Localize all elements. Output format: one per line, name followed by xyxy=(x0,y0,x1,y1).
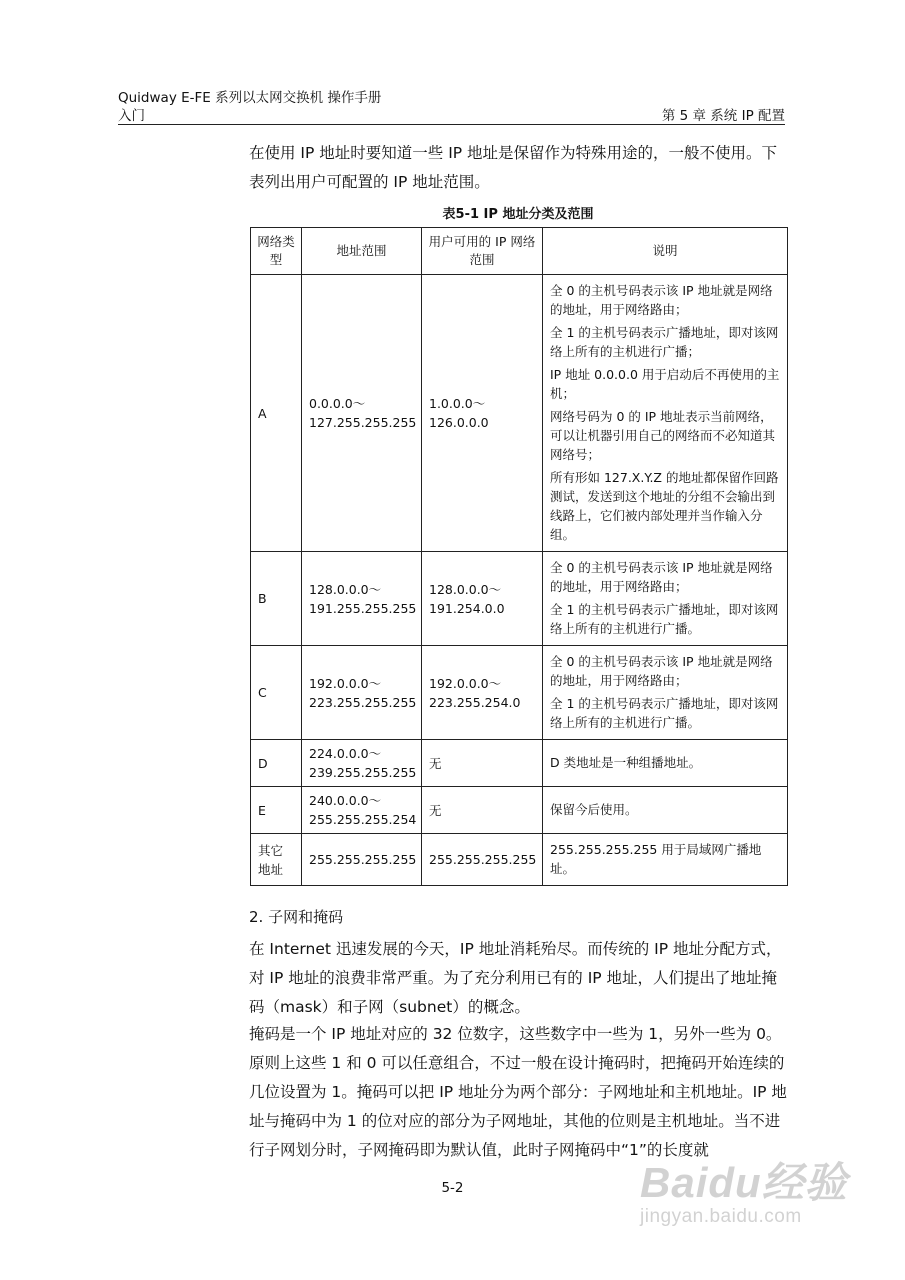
cell-usable: 无 xyxy=(422,787,543,834)
description-line: 全 0 的主机号码表示该 IP 地址就是网络的地址，用于网络路由； xyxy=(550,283,773,317)
table-row xyxy=(251,834,788,886)
cell-usable: 255.255.255.255 xyxy=(422,834,543,886)
header-line xyxy=(118,104,785,124)
description-line: IP 地址 0.0.0.0 用于启动后不再使用的主机； xyxy=(550,367,780,401)
intro-paragraph: 在使用 IP 地址时要知道一些 IP 地址是保留作为特殊用途的，一般不使用。下表列出用户可配置的 IP 地址范围。 xyxy=(249,144,778,191)
cell-type: A xyxy=(251,275,302,552)
header-address-range: 地址范围 xyxy=(302,228,422,275)
table-row xyxy=(251,787,788,834)
description-line: 全 0 的主机号码表示该 IP 地址就是网络的地址，用于网络路由； xyxy=(550,560,773,594)
cell-description xyxy=(543,787,788,834)
description-line: 全 1 的主机号码表示广播地址，即对该网络上所有的主机进行广播。 xyxy=(550,602,779,636)
cell-usable: 192.0.0.0～223.255.254.0 xyxy=(422,646,543,740)
cell-usable: 128.0.0.0～191.254.0.0 xyxy=(422,552,543,646)
description-line: 全 1 的主机号码表示广播地址，即对该网络上所有的主机进行广播； xyxy=(550,325,779,359)
cell-description xyxy=(543,275,788,552)
cell-type: E xyxy=(251,787,302,834)
description-line: 所有形如 127.X.Y.Z 的地址都保留作回路测试，发送到这个地址的分组不会输出到线路上，它们被内部处理并当作输入分组。 xyxy=(550,470,779,542)
chapter-title: 第 5 章 系统 IP 配置 xyxy=(661,108,785,124)
page-number: 5-2 xyxy=(441,1180,464,1196)
ip-address-table xyxy=(250,227,788,886)
table-caption: 表5-1 IP 地址分类及范围 xyxy=(442,207,594,222)
cell-type: 其它地址 xyxy=(251,834,302,886)
description-line: 255.255.255.255 用于局域网广播地址。 xyxy=(550,842,762,876)
description-line: 网络号码为 0 的 IP 地址表示当前网络，可以让机器引用自己的网络而不必知道其网络号； xyxy=(550,409,776,462)
body-paragraph: 掩码是一个 IP 地址对应的 32 位数字，这些数字中一些为 1，另外一些为 0。原则上这些 1 和 0 可以任意组合，不过一般在设计掩码时，把掩码开始连续的几位设置为 1。掩码可以把 IP 地址分为两个部分：子网地址和主机地址。IP 地址与掩码中为 1 的位对应的部分为子网地址，其他的位则是主机地址。当不进行子网划分时，子网掩码即为默认值，此时子网掩码中“1”的长度就 xyxy=(249,1025,787,1159)
description-line: D 类地址是一种组播地址。 xyxy=(550,755,702,770)
cell-range: 192.0.0.0～223.255.255.255 xyxy=(302,646,422,740)
cell-usable: 1.0.0.0～126.0.0.0 xyxy=(422,275,543,552)
cell-range: 0.0.0.0～127.255.255.255 xyxy=(302,275,422,552)
section-label: 入门 xyxy=(118,108,145,124)
cell-usable: 无 xyxy=(422,740,543,787)
table-row xyxy=(251,740,788,787)
description-line: 保留今后使用。 xyxy=(550,802,638,817)
manual-title: Quidway E-FE 系列以太网交换机 操作手册 xyxy=(118,90,382,106)
header-network-type: 网络类型 xyxy=(251,228,302,275)
cell-range: 224.0.0.0～239.255.255.255 xyxy=(302,740,422,787)
table-row xyxy=(251,552,788,646)
body-paragraph: 在 Internet 迅速发展的今天，IP 地址消耗殆尽。而传统的 IP 地址分配方式，对 IP 地址的浪费非常严重。为了充分利用已有的 IP 地址，人们提出了地址掩码（mask）和子网（subnet）的概念。 xyxy=(249,940,782,1016)
cell-type: C xyxy=(251,646,302,740)
header-usable-range: 用户可用的 IP 网络范围 xyxy=(422,228,543,275)
cell-description xyxy=(543,740,788,787)
cell-description xyxy=(543,552,788,646)
table-header-row xyxy=(251,228,788,275)
watermark xyxy=(640,1150,848,1228)
baidu-logo: Baidu经验 xyxy=(640,1159,848,1206)
section-title: 2. 子网和掩码 xyxy=(249,908,344,926)
cell-description xyxy=(543,834,788,886)
header-description: 说明 xyxy=(543,228,788,275)
cell-range: 255.255.255.255 xyxy=(302,834,422,886)
cell-range: 128.0.0.0～191.255.255.255 xyxy=(302,552,422,646)
cell-type: D xyxy=(251,740,302,787)
table-row xyxy=(251,275,788,552)
cell-type: B xyxy=(251,552,302,646)
description-line: 全 1 的主机号码表示广播地址，即对该网络上所有的主机进行广播。 xyxy=(550,696,779,730)
table-row xyxy=(251,646,788,740)
watermark-url: jingyan.baidu.com xyxy=(640,1206,802,1227)
cell-range: 240.0.0.0～255.255.255.254 xyxy=(302,787,422,834)
description-line: 全 0 的主机号码表示该 IP 地址就是网络的地址，用于网络路由； xyxy=(550,654,773,688)
cell-description xyxy=(543,646,788,740)
header-divider xyxy=(118,124,785,125)
